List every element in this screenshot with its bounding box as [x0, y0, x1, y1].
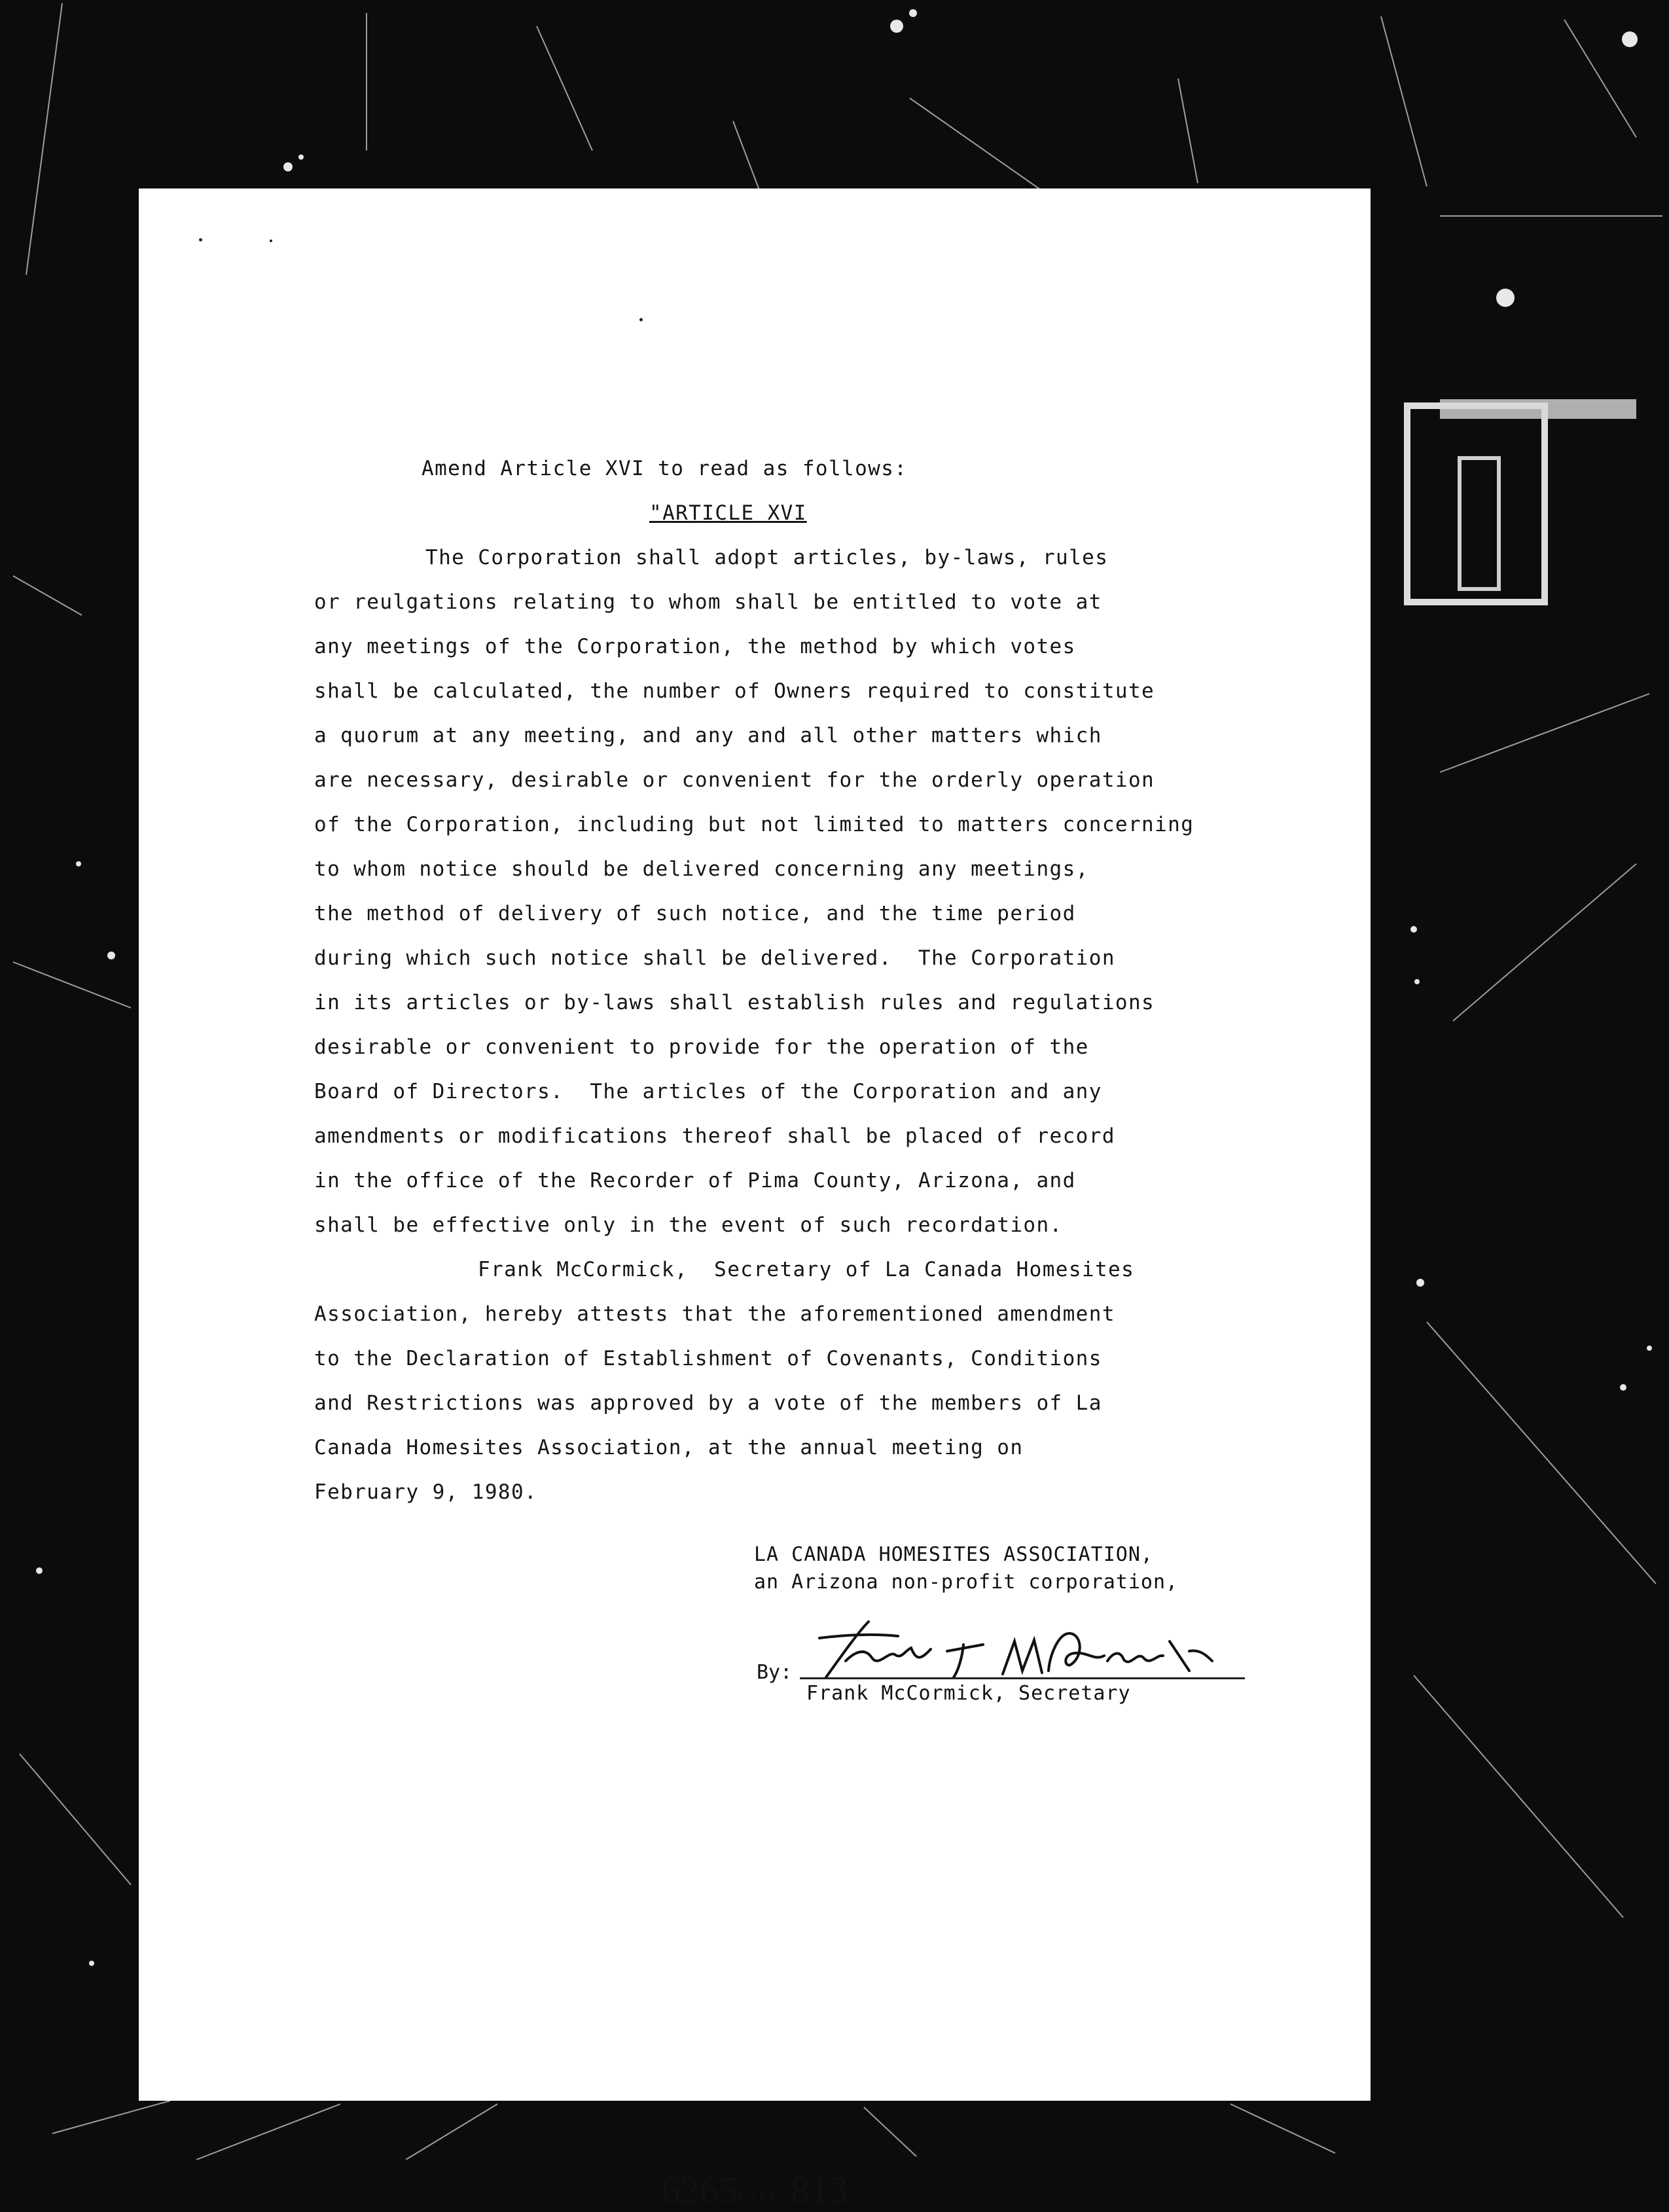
- article-line: in its articles or by-laws shall establish rules and regulations: [314, 991, 1155, 1014]
- speck: [199, 238, 202, 241]
- document-page: [139, 188, 1371, 2211]
- attestation-line: Frank McCormick, Secretary of La Canada Homesites: [478, 1258, 1135, 1281]
- handwritten-signature: [806, 1615, 1232, 1687]
- article-line: a quorum at any meeting, and any and all other matters which: [314, 724, 1102, 747]
- book-number: 6265: [661, 2169, 738, 2211]
- article-line: during which such notice shall be delivered. The Corporation: [314, 946, 1115, 970]
- signature-line: [800, 1677, 1245, 1679]
- speck: [270, 240, 272, 242]
- attestation-line: February 9, 1980.: [314, 1480, 538, 1504]
- article-line: Board of Directors. The articles of the Corporation and any: [314, 1080, 1102, 1103]
- speck: [639, 318, 643, 321]
- association-name: LA CANADA HOMESITES ASSOCIATION,: [754, 1543, 1153, 1566]
- recording-page-number: [139, 2168, 1371, 2212]
- page-label: FALE: [737, 2188, 781, 2207]
- article-line: to whom notice should be delivered concerning any meetings,: [314, 857, 1089, 881]
- association-description: an Arizona non-profit corporation,: [754, 1571, 1179, 1594]
- page-number: 813: [791, 2169, 848, 2211]
- article-line: desirable or convenient to provide for the operation of the: [314, 1035, 1089, 1059]
- article-line: are necessary, desirable or convenient for the orderly operation: [314, 768, 1155, 792]
- article-heading: "ARTICLE XVI: [649, 501, 807, 525]
- attestation-line: Association, hereby attests that the aforementioned amendment: [314, 1302, 1115, 1326]
- article-line: the method of delivery of such notice, and the time period: [314, 902, 1076, 925]
- article-line: shall be effective only in the event of such recordation.: [314, 1213, 1063, 1237]
- by-label: By:: [757, 1661, 793, 1684]
- article-line: of the Corporation, including but not limited to matters concerning: [314, 813, 1194, 836]
- attestation-line: to the Declaration of Establishment of Covenants, Conditions: [314, 1347, 1102, 1370]
- article-line: The Corporation shall adopt articles, by-laws, rules: [425, 546, 1109, 569]
- amendment-lead: Amend Article XVI to read as follows:: [422, 457, 908, 480]
- article-line: amendments or modifications thereof shall be placed of record: [314, 1124, 1115, 1148]
- article-line: in the office of the Recorder of Pima County, Arizona, and: [314, 1169, 1076, 1192]
- article-line: shall be calculated, the number of Owners required to constitute: [314, 679, 1155, 703]
- attestation-line: Canada Homesites Association, at the annual meeting on: [314, 1436, 1024, 1459]
- article-line: or reulgations relating to whom shall be entitled to vote at: [314, 590, 1102, 614]
- attestation-line: and Restrictions was approved by a vote of the members of La: [314, 1391, 1102, 1415]
- signer-name: Frank McCormick, Secretary: [806, 1682, 1131, 1705]
- article-line: any meetings of the Corporation, the method by which votes: [314, 635, 1076, 658]
